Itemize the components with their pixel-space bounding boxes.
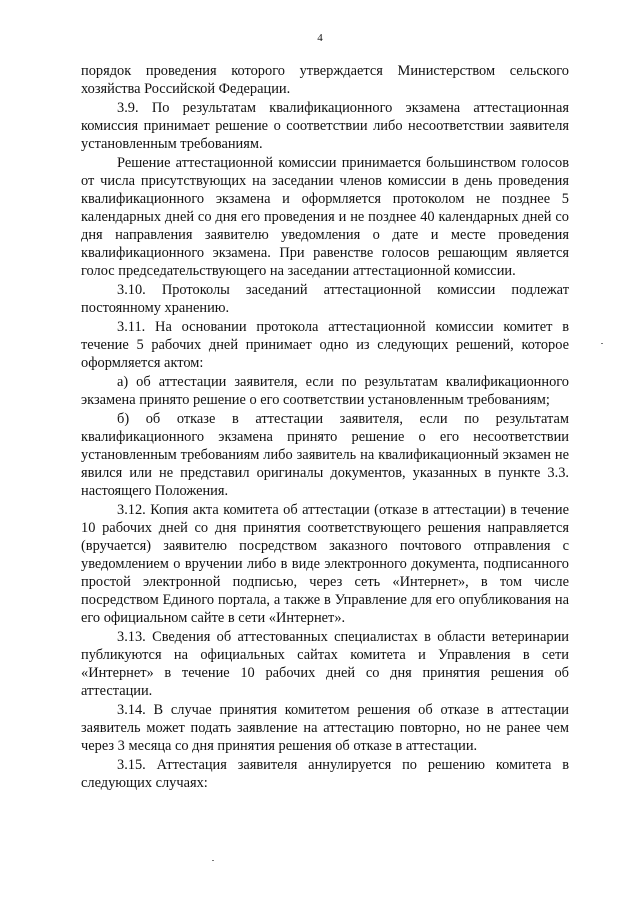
paragraph-commission-decision: Решение аттестационной комиссии принимается большинством голосов от числа присутствующих на заседании членов комиссии в день проведения квалификационного экзамена и оформляется протоколом не позднее 5 календарных дней со дня его проведения и не позднее 40 календарных дней со дня направления заявителю уведомления о дате и месте проведения квалификационного экзамена. При равенстве голосов решающим является голос председательствующего на заседании аттестационной комиссии. xyxy=(81,155,569,279)
scan-speck xyxy=(601,343,603,344)
paragraph-3-12: 3.12. Копия акта комитета об аттестации (отказе в аттестации) в течение 10 рабочих дней со дня принятия соответствующего решения направляется (вручается) заявителю посредством заказного почтового отправления с уведомлением о вручении либо в виде электронного документа, подписанного простой электронной подписью, через сеть «Интернет», в том числе посредством Единого портала, а также в Управление для его опубликования на его официальном сайте в сети «Интернет». xyxy=(81,502,569,626)
paragraph-continuation: порядок проведения которого утверждается Министерством сельского хозяйства Российской Федерации. xyxy=(81,63,569,97)
paragraph-3-15: 3.15. Аттестация заявителя аннулируется по решению комитета в следующих случаях: xyxy=(81,757,569,791)
paragraph-3-13: 3.13. Сведения об аттестованных специалистах в области ветеринарии публикуются на официальных сайтах комитета и Управления в сети «Интернет» в течение 10 рабочих дней со дня принятия решения об аттестации. xyxy=(81,629,569,699)
document-body xyxy=(81,62,569,793)
paragraph-3-10: 3.10. Протоколы заседаний аттестационной комиссии подлежат постоянному хранению. xyxy=(81,282,569,316)
paragraph-3-14: 3.14. В случае принятия комитетом решения об отказе в аттестации заявитель может подать заявление на аттестацию повторно, но не ранее чем через 3 месяца со дня принятия решения об отказе в аттестации. xyxy=(81,702,569,754)
page-number: 4 xyxy=(317,32,323,44)
paragraph-3-11-a: а) об аттестации заявителя, если по результатам квалификационного экзамена принято решение о его соответствии установленным требованиям; xyxy=(81,374,569,408)
paragraph-3-11: 3.11. На основании протокола аттестационной комиссии комитет в течение 5 рабочих дней принимает одно из следующих решений, которое оформляется актом: xyxy=(81,319,569,371)
paragraph-3-11-b: б) об отказе в аттестации заявителя, если по результатам квалификационного экзамена принято решение о его несоответствии установленным требованиям либо заявитель на квалификационный экзамен не явился или не представил оригиналы документов, указанных в пункте 3.3. настоящего Положения. xyxy=(81,411,569,499)
paragraph-3-9: 3.9. По результатам квалификационного экзамена аттестационная комиссия принимает решение о соответствии либо несоответствии заявителя установленным требованиям. xyxy=(81,100,569,152)
scan-speck xyxy=(212,860,214,861)
